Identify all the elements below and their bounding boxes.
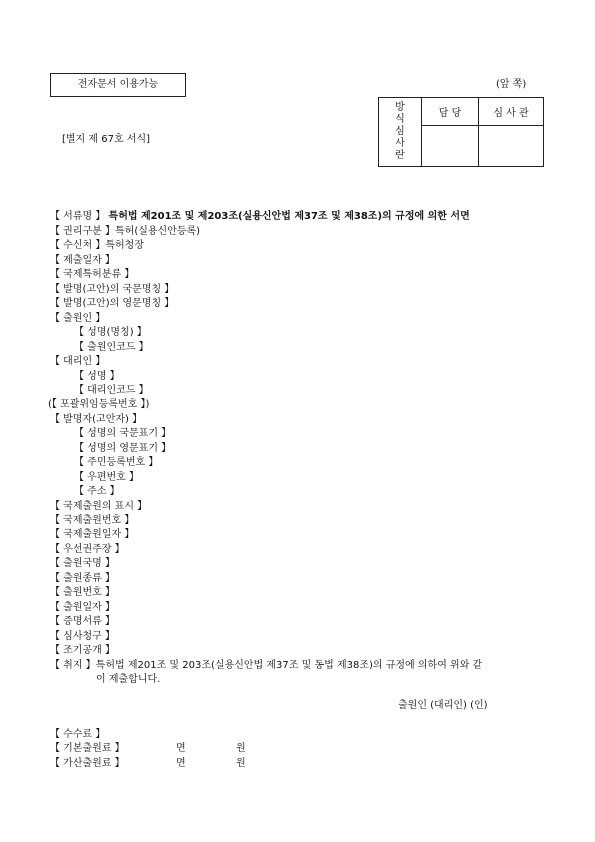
fees-title: 【 수수료 】 — [50, 729, 106, 740]
form-field-line: 【 주소 】 — [74, 486, 120, 498]
form-field-line: 【 발명자(고안자) 】 — [50, 413, 143, 425]
fee-unit-pages: 면 — [176, 758, 186, 769]
fee-unit-won: 원 — [236, 743, 246, 754]
form-field-line: 【 발명(고안)의 영문명칭 】 — [50, 298, 175, 310]
form-number: [별지 제 67호 서식] — [62, 134, 151, 145]
form-field-line: 【 국제출원의 표시 】 — [50, 500, 148, 512]
form-field-line: 【 조기공개 】 — [50, 645, 115, 657]
form-field-line: 【 출원인코드 】 — [74, 341, 149, 353]
approval-col-staff: 담 당 — [422, 98, 479, 126]
form-field-line: 【 발명(고안)의 국문명칭 】 — [50, 283, 175, 295]
form-field-line: 【 취지 】특허법 제201조 및 203조(실용신안법 제37조 및 동법 제38조)의 규정에 의하여 위와 같 — [50, 659, 483, 671]
form-field-line: 【 대리인코드 】 — [74, 384, 149, 396]
form-field-line: (【 포괄위임등록번호 】) — [48, 399, 150, 411]
fee-unit-pages: 면 — [176, 743, 186, 754]
form-field-line: 【 수신처 】특허청장 — [50, 240, 144, 252]
approval-box — [378, 97, 544, 167]
fee-label: 【 가산출원료 】 — [50, 758, 125, 769]
form-field-line: 【 성명의 영문표기 】 — [74, 442, 172, 454]
form-field-line: 【 성명의 국문표기 】 — [74, 428, 172, 440]
form-field-line: 【 증명서류 】 — [50, 616, 115, 628]
form-field-line: 【 국제특허분류 】 — [50, 269, 135, 281]
form-field-line: 【 국제출원번호 】 — [50, 515, 135, 526]
fee-unit-won: 원 — [236, 758, 246, 769]
form-field-line: 【 출원종류 】 — [50, 572, 115, 584]
fee-label: 【 기본출원료 】 — [50, 743, 125, 754]
form-field-line: 【 성명(명칭) 】 — [74, 327, 147, 339]
form-field-line: 【 우편번호 】 — [74, 471, 139, 483]
approval-vertical-label: 방 식 심 사 란 — [379, 98, 422, 167]
form-field-line: 【 제출일자 】 — [50, 254, 115, 266]
form-field-line: 【 국제출원일자 】 — [50, 529, 135, 541]
approval-col-examiner: 심 사 관 — [479, 98, 544, 126]
form-field-line: 【 심사청구 】 — [50, 630, 115, 642]
form-field-line: 【 출원인 】 — [50, 312, 106, 324]
form-field-line: 【 성명 】 — [74, 370, 120, 382]
approval-staff-signature — [422, 126, 479, 167]
form-field-line: 【 출원국명 】 — [50, 558, 115, 570]
doc-name-value: 특허법 제201조 및 제203조(실용신안법 제37조 및 제38조)의 규정에 의한 서면 — [108, 211, 470, 222]
page-side-label: (앞 쪽) — [496, 79, 527, 90]
form-field-line: 【 대리인 】 — [50, 356, 106, 368]
doc-name-field: 【 서류명 】 — [50, 211, 106, 222]
signature-line: 출원인 (대리인) (인) — [398, 700, 488, 711]
form-field-line: 【 출원번호 】 — [50, 587, 115, 599]
form-field-line: 【 우선권주장 】 — [50, 543, 125, 555]
electronic-document-label: 전자문서 이용가능 — [50, 73, 186, 97]
form-field-line: 【 권리구분 】특허(실용신안등록) — [50, 226, 201, 237]
form-field-line: 【 주민등록번호 】 — [74, 457, 159, 469]
doc-name-line — [50, 210, 470, 224]
form-field-line: 【 출원일자 】 — [50, 601, 115, 613]
approval-examiner-signature — [479, 126, 544, 167]
form-field-line: 이 제출합니다. — [96, 673, 161, 685]
